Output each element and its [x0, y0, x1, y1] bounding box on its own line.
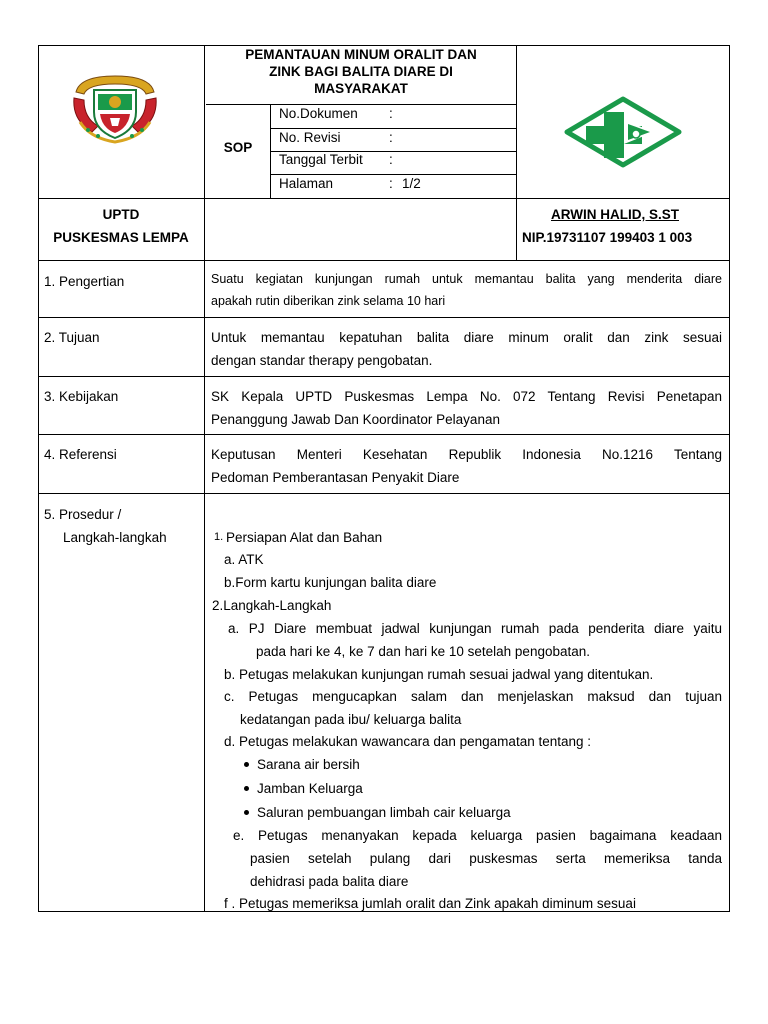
unit-line1: UPTD: [102, 207, 140, 222]
table-divider: [38, 493, 730, 494]
document-title: [206, 46, 516, 97]
step2-item-e-line: dehidrasi pada balita diare: [250, 874, 409, 889]
step1-item-b: b.Form kartu kunjungan balita diare: [224, 575, 437, 590]
title-line: PEMANTAUAN MINUM ORALIT DAN: [245, 47, 477, 62]
section-label-referensi: 4. Referensi: [44, 447, 117, 462]
section-label-kebijakan: 3. Kebijakan: [44, 389, 119, 404]
referensi-text-line: Pedoman Pemberantasan Penyakit Diare: [211, 470, 460, 485]
step2-item-c-line: c. Petugas mengucapkan salam dan menjelaskan maksud dan tujuan: [224, 689, 722, 704]
section-label-langkah: Langkah-langkah: [63, 530, 167, 545]
meta-colon: :: [389, 176, 393, 191]
table-divider: [516, 45, 517, 261]
meta-label-tanggal-terbit: Tanggal Terbit: [279, 152, 363, 167]
section-label-pengertian: 1. Pengertian: [44, 274, 125, 289]
meta-label-no-revisi: No. Revisi: [279, 130, 341, 145]
meta-colon: :: [389, 130, 393, 145]
table-divider: [206, 104, 516, 105]
step2-item-f: f . Petugas memeriksa jumlah oralit dan Zink apakah diminum sesuai: [224, 896, 636, 911]
signer-name: ARWIN HALID, S.ST: [551, 207, 679, 222]
section-label-tujuan: 2. Tujuan: [44, 330, 100, 345]
step2-item-b: b. Petugas melakukan kunjungan rumah sesuai jadwal yang ditentukan.: [224, 667, 654, 682]
table-divider: [204, 317, 205, 912]
section-label-prosedur: 5. Prosedur /: [44, 507, 122, 522]
bullet-icon: [244, 810, 249, 815]
step2-item-c-line: kedatangan pada ibu/ keluarga balita: [240, 712, 462, 727]
table-divider: [38, 317, 730, 318]
table-divider: [38, 434, 730, 435]
referensi-text-line: Keputusan Menteri Kesehatan Republik Indonesia No.1216 Tentang: [211, 447, 722, 462]
step2-item-e-line: e. Petugas menanyakan kepada keluarga pasien bagaimana keadaan: [233, 828, 722, 843]
kebijakan-text-line: SK Kepala UPTD Puskesmas Lempa No. 072 Tentang Revisi Penetapan: [211, 389, 722, 404]
unit-line2: PUSKESMAS LEMPA: [53, 230, 189, 245]
table-border-right: [729, 45, 730, 912]
meta-colon: :: [389, 106, 393, 121]
puskesmas-green-cross-icon: [562, 96, 684, 168]
table-border-left: [38, 45, 39, 912]
pengertian-text-line: apakah rutin diberikan zink selama 10 hari: [211, 294, 446, 308]
regional-government-emblem-icon: [70, 72, 160, 144]
tujuan-text-line: dengan standar therapy pengobatan.: [211, 353, 433, 368]
bullet-icon: [244, 762, 249, 767]
table-divider: [38, 198, 730, 199]
step2-item-a-line: a. PJ Diare membuat jadwal kunjungan rumah pada penderita diare yaitu: [228, 621, 722, 636]
kebijakan-text-line: Penanggung Jawab Dan Koordinator Pelayanan: [211, 412, 500, 427]
bullet-item: Saluran pembuangan limbah cair keluarga: [257, 805, 511, 820]
meta-colon: :: [389, 152, 393, 167]
step1-title: Persiapan Alat dan Bahan: [226, 530, 383, 545]
meta-label-no-dokumen: No.Dokumen: [279, 106, 358, 121]
table-divider: [270, 128, 516, 129]
step2-item-d: d. Petugas melakukan wawancara dan pengamatan tentang :: [224, 734, 591, 749]
signer-nip: NIP.19731107 199403 1 003: [522, 230, 693, 245]
step2-title: 2.Langkah-Langkah: [212, 598, 332, 613]
meta-value-halaman: 1/2: [402, 176, 421, 191]
step2-item-a-line: pada hari ke 4, ke 7 dan hari ke 10 setelah pengobatan.: [256, 644, 590, 659]
bullet-icon: [244, 786, 249, 791]
bullet-item: Sarana air bersih: [257, 757, 360, 772]
table-divider: [204, 260, 205, 318]
table-divider: [204, 45, 205, 261]
table-divider: [38, 376, 730, 377]
step2-item-e-line: pasien setelah pulang dari puskesmas serta memeriksa tanda: [250, 851, 722, 866]
step1-item-a: a. ATK: [224, 552, 264, 567]
pengertian-text-line: Suatu kegiatan kunjungan rumah untuk memantau balita yang menderita diare: [211, 272, 722, 286]
table-divider: [270, 104, 271, 199]
table-divider: [38, 260, 730, 261]
table-divider: [270, 174, 516, 175]
title-line: MASYARAKAT: [314, 81, 408, 96]
bullet-item: Jamban Keluarga: [257, 781, 363, 796]
meta-label-halaman: Halaman: [279, 176, 334, 191]
sop-label: SOP: [223, 140, 253, 155]
tujuan-text-line: Untuk memantau kepatuhan balita diare minum oralit dan zink sesuai: [211, 330, 722, 345]
step1-number: 1.: [214, 531, 224, 543]
title-line: ZINK BAGI BALITA DIARE DI: [269, 64, 453, 79]
